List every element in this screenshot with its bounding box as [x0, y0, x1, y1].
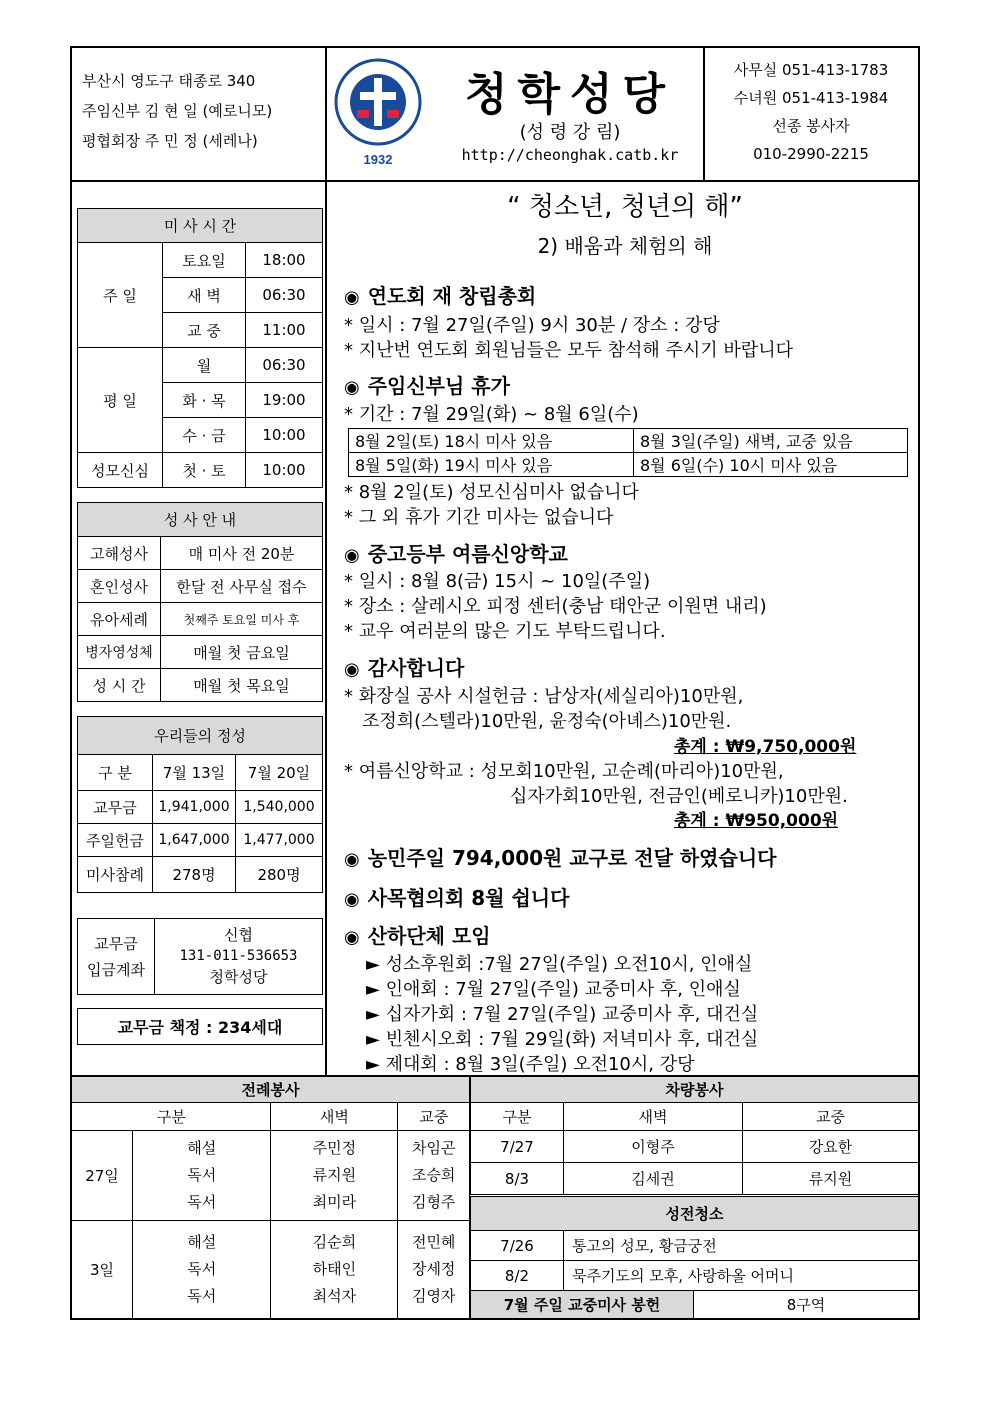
mass-times-table	[77, 208, 323, 488]
offering-cell: 1,941,000	[153, 791, 236, 824]
vehicle-cell: 강요한	[743, 1131, 919, 1163]
church-motto: (성 령 강 림)	[519, 122, 621, 143]
sacrament-label: 고해성사	[78, 537, 161, 570]
convent-phone: 수녀원 051-413-1984	[733, 89, 889, 107]
section-title-text: 사목협의회 8월 쉽니다	[367, 886, 570, 910]
vehicle-cell: 이형주	[564, 1131, 743, 1163]
mass-time: 11:00	[246, 313, 323, 348]
sacrament-label: 혼인성사	[78, 570, 161, 603]
offer-label: 7월 주일 교중미사 봉헌	[471, 1291, 694, 1319]
dues-box	[77, 1008, 323, 1045]
offerings-header: 7월 13일	[153, 755, 236, 791]
dues-text: 교무금 책정 : 234세대	[78, 1009, 323, 1045]
mass-day: 새 벽	[163, 278, 246, 313]
cleaning-groups: 묵주기도의 모후, 사랑하올 어머니	[564, 1261, 919, 1291]
contact-info	[706, 56, 916, 168]
liturgy-person: 조승희	[411, 1166, 456, 1184]
liturgy-role: 해설	[187, 1233, 217, 1251]
section-title	[344, 842, 776, 871]
liturgy-header: 새벽	[271, 1103, 398, 1131]
account-holder: 청학성당	[209, 968, 268, 986]
section-title	[344, 882, 569, 911]
cleaning-table	[470, 1196, 919, 1319]
section-title-text: 감사합니다	[367, 656, 465, 680]
liturgy-service-table	[71, 1076, 470, 1319]
liturgy-role: 독서	[187, 1193, 217, 1211]
section-title	[344, 652, 464, 681]
vehicle-cell: 8/3	[471, 1163, 564, 1195]
mass-times-title: 미 사 시 간	[78, 209, 323, 243]
liturgy-role: 해설	[187, 1139, 217, 1157]
header-divider	[70, 180, 920, 182]
section-line: 십자가회10만원, 전금인(베로니카)10만원.	[510, 786, 848, 807]
marian-devotion-label: 성모신심	[78, 453, 163, 488]
group-meeting-line: ► 성소후원회 :7월 27일(주일) 오전10시, 인애실	[366, 954, 753, 975]
liturgy-person: 김순희	[312, 1233, 357, 1251]
mass-day: 교 중	[163, 313, 246, 348]
section-title	[344, 370, 510, 399]
sacraments-title: 성 사 안 내	[78, 503, 323, 537]
section-line: * 8월 2일(토) 성모신심미사 없습니다	[344, 482, 639, 503]
section-title-text: 주임신부님 휴가	[367, 374, 510, 398]
bullet-icon: ◉	[344, 287, 360, 308]
section-title	[344, 920, 491, 949]
sacrament-label: 유아세례	[78, 603, 161, 636]
office-phone: 사무실 051-413-1783	[733, 61, 889, 79]
vehicle-cell: 김세권	[564, 1163, 743, 1195]
mass-time: 06:30	[246, 278, 323, 313]
section-title-text: 농민주일 794,000원 교구로 전달 하였습니다	[367, 846, 777, 870]
header-divider-left	[325, 46, 327, 180]
offering-cell: 1,647,000	[153, 824, 236, 857]
liturgy-main	[398, 1221, 470, 1319]
vehicle-cell: 7/27	[471, 1131, 564, 1163]
account-number: 131-011-536653	[179, 948, 298, 964]
account-label-line: 입금계좌	[87, 960, 145, 979]
section-line: 조정희(스텔라)10만원, 윤정숙(아녜스)10만원.	[362, 711, 732, 732]
liturgy-person: 전민혜	[411, 1233, 456, 1251]
offerings-header: 구 분	[78, 755, 153, 791]
section-title-text: 산하단체 모임	[367, 924, 491, 948]
sacrament-value: 매월 첫 금요일	[161, 636, 323, 669]
total-amount: 총계 : ₩950,000원	[674, 811, 839, 831]
liturgy-day: 3일	[72, 1221, 133, 1319]
sunday-label: 주 일	[78, 243, 163, 348]
section-line: * 일시 : 8월 8(금) 15시 ~ 10일(주일)	[344, 571, 651, 592]
liturgy-person: 차임곤	[411, 1139, 456, 1157]
vehicle-cell: 류지원	[743, 1163, 919, 1195]
group-meeting-line: ► 인애회 : 7월 27일(주일) 교중미사 후, 인애실	[366, 979, 741, 1000]
sacrament-value: 매 미사 전 20분	[161, 537, 323, 570]
vacation-mass-table	[348, 428, 908, 477]
bullet-icon: ◉	[344, 545, 360, 566]
account-bank: 신협	[224, 926, 253, 944]
liturgy-roles	[133, 1131, 271, 1221]
section-title-text: 연도회 재 창립총회	[367, 284, 537, 308]
mass-time: 18:00	[246, 243, 323, 278]
sacrament-value: 한달 전 사무실 접수	[161, 570, 323, 603]
bullet-icon: ◉	[344, 849, 360, 870]
liturgy-dawn	[271, 1221, 398, 1319]
header-divider-right	[703, 46, 705, 180]
vehicle-header: 새벽	[564, 1103, 743, 1131]
offering-cell: 주일헌금	[78, 824, 153, 857]
liturgy-person: 류지원	[312, 1166, 357, 1184]
theme-subtitle: 2) 배움과 체험의 해	[537, 234, 713, 258]
offerings-title: 우리들의 정성	[78, 717, 323, 755]
sacrament-label: 병자영성체	[78, 636, 161, 669]
liturgy-role: 독서	[187, 1166, 217, 1184]
mass-time: 19:00	[246, 383, 323, 418]
section-title-text: 중고등부 여름신앙학교	[367, 542, 568, 566]
liturgy-day: 27일	[72, 1131, 133, 1221]
bullet-icon: ◉	[344, 927, 360, 948]
mass-time: 10:00	[246, 418, 323, 453]
vacation-cell: 8월 2일(토) 18시 미사 있음	[349, 429, 634, 453]
section-line: * 일시 : 7월 27일(주일) 9시 30분 / 장소 : 강당	[344, 315, 720, 336]
offer-value: 8구역	[694, 1291, 919, 1319]
liturgy-header: 구분	[72, 1103, 271, 1131]
vacation-cell: 8월 5일(화) 19시 미사 있음	[349, 453, 634, 477]
section-line: * 장소 : 살레시오 피정 센터(충남 태안군 이원면 내리)	[344, 596, 767, 617]
vehicle-header: 교중	[743, 1103, 919, 1131]
volunteer-label: 선종 봉사자	[772, 117, 850, 135]
weekday-label: 평 일	[78, 348, 163, 453]
section-line: * 화장실 공사 시설헌금 : 남상자(세실리아)10만원,	[344, 686, 744, 707]
liturgy-person: 최미라	[312, 1193, 357, 1211]
liturgy-role: 독서	[187, 1260, 217, 1278]
bullet-icon: ◉	[344, 889, 360, 910]
section-line: * 지난번 연도회 회원님들은 모두 참석해 주시기 바랍니다	[344, 340, 793, 361]
mass-day: 토요일	[163, 243, 246, 278]
header-info	[82, 66, 272, 156]
mass-time: 10:00	[246, 453, 323, 488]
offering-cell: 1,477,000	[236, 824, 323, 857]
logo-year: 1932	[363, 152, 393, 167]
section-line: * 여름신앙학교 : 성모회10만원, 고순례(마리아)10만원,	[344, 761, 784, 782]
bullet-icon: ◉	[344, 659, 360, 680]
group-meeting-line: ► 제대회 : 8월 3일(주일) 오전10시, 강당	[366, 1054, 695, 1075]
liturgy-roles	[133, 1221, 271, 1319]
church-url[interactable]: http://cheonghak.catb.kr	[461, 146, 679, 164]
group-meeting-line: ► 빈첸시오회 : 7월 29일(화) 저녁미사 후, 대건실	[366, 1029, 759, 1050]
liturgy-dawn	[271, 1131, 398, 1221]
cleaning-date: 7/26	[471, 1231, 564, 1261]
vehicle-service-table	[470, 1076, 919, 1195]
column-divider	[325, 180, 327, 1076]
liturgy-title: 전례봉사	[72, 1077, 470, 1103]
total-amount: 총계 : ₩9,750,000원	[674, 737, 857, 757]
group-meeting-line: ► 십자가회 : 7월 27일(주일) 교중미사 후, 대건실	[366, 1004, 759, 1025]
sacrament-value: 첫째주 토요일 미사 후	[161, 603, 323, 636]
liturgy-person: 김영자	[411, 1287, 456, 1305]
liturgy-person: 하태인	[312, 1260, 357, 1278]
account-label	[78, 919, 155, 995]
mass-day: 첫 · 토	[163, 453, 246, 488]
council-president: 평협회장 주 민 정 (세레나)	[82, 132, 258, 150]
liturgy-person: 최석자	[312, 1287, 357, 1305]
liturgy-main	[398, 1131, 470, 1221]
sacraments-table	[77, 502, 323, 702]
offering-cell: 미사참례	[78, 857, 153, 893]
vacation-cell: 8월 6일(수) 10시 미사 있음	[634, 453, 908, 477]
volunteer-phone: 010-2990-2215	[753, 145, 869, 163]
sacrament-label: 성 시 간	[78, 669, 161, 702]
mass-time: 06:30	[246, 348, 323, 383]
section-line: * 기간 : 7월 29일(화) ~ 8월 6일(수)	[344, 404, 639, 425]
section-line: * 교우 여러분의 많은 기도 부탁드립니다.	[344, 621, 666, 642]
offering-cell: 교무금	[78, 791, 153, 824]
liturgy-person: 김형주	[411, 1193, 456, 1211]
cleaning-groups: 통고의 성모, 황금궁전	[564, 1231, 919, 1261]
offerings-table	[77, 716, 323, 893]
section-title	[344, 538, 568, 567]
liturgy-header: 교중	[398, 1103, 470, 1131]
mass-day: 월	[163, 348, 246, 383]
account-box	[77, 918, 323, 995]
church-name: 청학성당	[464, 69, 675, 120]
mass-day: 수 · 금	[163, 418, 246, 453]
bullet-icon: ◉	[344, 377, 360, 398]
offering-cell: 280명	[236, 857, 323, 893]
account-details	[155, 919, 323, 995]
vehicle-header: 구분	[471, 1103, 564, 1131]
account-label-line: 교무금	[94, 934, 138, 953]
cleaning-title: 성전청소	[471, 1197, 919, 1231]
offering-cell: 1,540,000	[236, 791, 323, 824]
theme-title: “ 청소년, 청년의 해”	[507, 192, 743, 222]
liturgy-person: 주민정	[312, 1139, 357, 1157]
mass-day: 화 · 목	[163, 383, 246, 418]
offerings-header: 7월 20일	[236, 755, 323, 791]
church-address: 부산시 영도구 태종로 340	[82, 72, 256, 90]
cleaning-date: 8/2	[471, 1261, 564, 1291]
vacation-cell: 8월 3일(주일) 새벽, 교중 있음	[634, 429, 908, 453]
liturgy-person: 장세정	[411, 1260, 456, 1278]
offering-cell: 278명	[153, 857, 236, 893]
section-line: * 그 외 휴가 기간 미사는 없습니다	[344, 507, 614, 528]
sacrament-value: 매월 첫 목요일	[161, 669, 323, 702]
liturgy-role: 독서	[187, 1287, 217, 1305]
section-title	[344, 280, 536, 309]
church-logo	[333, 52, 423, 170]
pastor-name: 주임신부 김 현 일 (예로니모)	[82, 102, 273, 120]
vehicle-title: 차량봉사	[471, 1077, 919, 1103]
